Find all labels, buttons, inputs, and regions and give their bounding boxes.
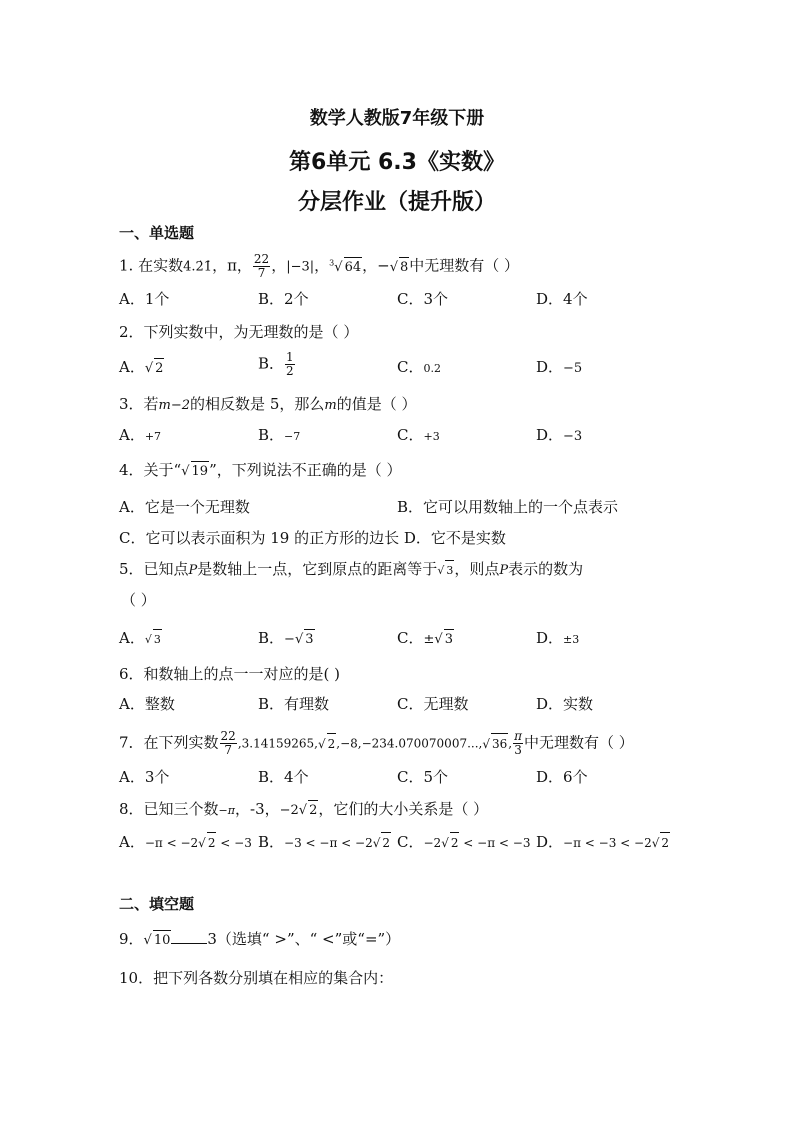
q9-sqrt [144,933,172,948]
q2-option-b-num: 1 [286,350,294,364]
q5-prefix: 5．已知点 [119,560,189,578]
q9-sqrt-value: 10 [153,930,172,951]
question-2: 2．下列实数中，为无理数的是（ ） [119,323,359,341]
q7-list-1: ,3.14159265, [237,736,318,751]
q8-option-a [119,832,252,853]
q6-option-c: C．无理数 [397,695,469,713]
q3-option-b [258,425,300,447]
q8-neg-two: −2 [279,803,299,818]
q5-option-b-sign: − [284,632,295,647]
q5-option-d-label: D． [536,629,564,647]
q5-option-b-sqrt [295,632,315,647]
q1-fraction-den: 7 [257,266,266,280]
q2-option-a-value: 2 [154,358,164,379]
q3-expression: m−2 [158,398,191,413]
question-9 [119,929,400,951]
q2-option-b-label: B． [258,354,285,373]
question-8 [119,799,488,821]
q2-option-a-label: A． [119,358,145,376]
q5-sqrt-value: 3 [445,560,454,581]
question-4 [119,460,402,482]
q7-sqrt-36-value: 36 [491,733,508,754]
q8-option-a-part1: −π < −2 [144,836,199,850]
q7-pi-num: π [514,729,522,743]
q8-suffix: ，它们的大小关系是（ ） [318,800,489,818]
q7-sqrt-36 [482,737,508,751]
q8-option-b-rad: 2 [381,832,391,853]
q3-option-b-label: B． [258,426,285,444]
q8-option-c-part2: < −π < −3 [459,836,531,850]
q7-option-a: A．3个 [119,768,170,786]
question-7 [119,730,634,757]
q5-option-b [258,628,315,650]
q8-sqrt [299,803,319,818]
question-3 [119,394,416,416]
q5-blank-parens: （ ） [121,591,156,609]
q7-pi-den: 3 [514,743,522,757]
q7-fraction-num: 22 [220,729,236,743]
question-1 [119,253,519,280]
q8-neg-pi: −π [218,804,235,817]
q3-middle: 的相反数是 5，那么 [190,395,325,413]
q5-option-a-label: A． [119,629,145,647]
q8-separator: ，-3， [235,800,280,818]
q7-list-3: , [508,736,513,751]
q4-suffix: ”，下列说法不正确的是（ ） [209,461,402,479]
q1-number: 1. [119,256,134,275]
q7-fraction [220,730,237,757]
q2-option-c-label: C． [397,358,424,376]
q8-option-c-label: C． [397,833,424,851]
q6-option-a: A．整数 [119,695,175,713]
q7-option-c: C．5个 [397,768,449,786]
q8-option-d [536,832,670,853]
q4-sqrt-value: 19 [191,461,210,482]
q2-option-a [119,357,164,379]
q7-option-d: D．6个 [536,768,588,786]
q4-option-a: A．它是一个无理数 [119,498,250,516]
q3-option-c-label: C． [397,426,424,444]
q9-suffix: 3（选填“ >”、“ <”或“=”） [207,930,401,948]
q3-variable: m [324,398,337,413]
q7-sqrt-2 [318,737,336,751]
q5-option-c-label: C． [397,629,424,647]
q3-prefix: 3．若 [119,395,159,413]
q8-option-d-label: D． [536,833,564,851]
q8-option-a-label: A． [119,833,145,851]
q1-sep1: ，π， [212,256,252,275]
question-5 [119,559,583,581]
q8-option-b-sqrt [373,836,391,850]
q5-point-p-2: P [499,563,509,578]
q8-option-d-sqrt [652,836,670,850]
q6-option-d: D．实数 [536,695,594,713]
q4-prefix: 4．关于“ [119,461,182,479]
q7-suffix: 中无理数有（ ） [524,733,634,752]
q1-sqrt-value: 8 [399,257,409,278]
q5-option-d-value: ±3 [563,633,580,646]
q8-option-c-sqrt [441,836,459,850]
q1-abs: |−3| [286,259,315,275]
q1-suffix: 中无理数有（ ） [409,256,520,275]
q5-suffix: 表示的数为 [508,560,584,578]
header-title: 第6单元 6.3《实数》 [289,150,505,175]
q3-option-d-label: D． [536,426,564,444]
q3-suffix: 的值是（ ） [336,395,417,413]
q1-fraction-num: 22 [253,252,270,266]
q2-option-d-label: D． [536,358,564,376]
q8-option-b [258,832,391,853]
q1-option-a: A．1个 [119,290,170,308]
section-heading-single-choice: 一、单选题 [119,224,195,242]
q7-fraction-den: 7 [224,743,232,757]
q3-option-b-value: −7 [284,430,301,443]
q2-option-c [397,357,441,379]
q8-option-d-part1: −π < −3 < −2 [563,836,652,850]
q3-option-d [536,425,582,447]
q2-option-b-den: 2 [286,364,294,378]
header-subtitle: 数学人教版7年级下册 [309,108,485,129]
q5-option-a-sqrt [145,633,162,646]
q2-option-b-fraction [285,351,295,378]
q8-option-a-part2: < −3 [216,836,252,850]
q2-option-a-sqrt [145,361,165,376]
q2-option-b [258,351,296,378]
q3-option-a [119,425,161,447]
q8-option-b-part1: −3 < −π < −2 [284,836,373,850]
q2-option-d [536,357,582,379]
q4-option-b: B．它可以用数轴上的一个点表示 [397,498,619,516]
q5-option-c-value: 3 [444,629,454,650]
q1-option-d: D．4个 [536,290,588,308]
q5-middle-2: ，则点 [454,560,500,578]
q3-option-a-value: +7 [144,430,162,443]
q1-sqrt [390,260,410,275]
q5-option-a-value: 3 [153,629,162,650]
q1-prefix: 在实数 [138,256,184,275]
q8-prefix: 8．已知三个数 [119,800,219,818]
q8-option-b-label: B． [258,833,285,851]
q1-option-c: C．3个 [397,290,449,308]
q7-option-b: B．4个 [258,768,309,786]
q7-prefix: 7．在下列实数 [119,733,219,752]
q2-option-d-value: −5 [563,361,583,376]
q2-option-c-value: 0.2 [423,362,441,375]
q5-option-a [119,628,162,650]
q5-option-c [397,628,454,650]
q5-sqrt [437,564,454,577]
q3-option-c-value: +3 [423,430,440,443]
q4-option-c-d: C．它可以表示面积为 19 的正方形的边长 D．它不是实数 [119,529,506,547]
q5-point-p: P [188,563,198,578]
q9-number: 9． [119,930,144,948]
q8-option-a-sqrt [198,836,216,850]
q1-cube-root-value: 64 [344,257,363,278]
q1-sep3: ， [314,256,330,275]
q3-option-d-value: −3 [563,429,583,444]
section-heading-fill-blank: 二、填空题 [119,895,195,913]
q9-answer-blank[interactable] [171,931,207,944]
q1-repeating-decimal: 4.2̇1̇ [183,259,213,275]
q3-option-a-label: A． [119,426,145,444]
q5-option-b-value: 3 [304,629,314,650]
q5-option-d [536,628,579,650]
q3-option-c [397,425,440,447]
q8-option-a-rad: 2 [207,832,217,853]
q1-sep2: ， [271,256,287,275]
q7-pi-fraction [513,730,523,757]
q5-option-c-sign: ± [423,632,435,647]
q7-sqrt-2-value: 2 [327,733,337,754]
header-tier: 分层作业（提升版） [297,190,496,215]
q1-sep4: ，− [362,256,390,275]
q8-sqrt-value: 2 [308,800,318,821]
q7-list-2: ,−8,−234.070070007..., [336,736,483,751]
question-6: 6．和数轴上的点一一对应的是( ) [119,665,341,683]
question-10: 10．把下列各数分别填在相应的集合内： [119,969,394,987]
q6-option-b: B．有理数 [258,695,330,713]
q5-middle-1: 是数轴上一点，它到原点的距离等于 [197,560,438,578]
q5-option-b-label: B． [258,629,285,647]
q4-sqrt [181,464,209,479]
q1-cube-root [329,260,362,275]
q8-option-c-part1: −2 [423,836,442,850]
q8-option-c [397,832,530,853]
q8-option-d-rad: 2 [660,832,670,853]
q8-option-c-rad: 2 [450,832,460,853]
q5-option-c-sqrt [434,632,454,647]
q1-option-b: B．2个 [258,290,309,308]
q1-fraction [253,253,270,280]
q1-cube-root-index: 3 [329,258,335,268]
